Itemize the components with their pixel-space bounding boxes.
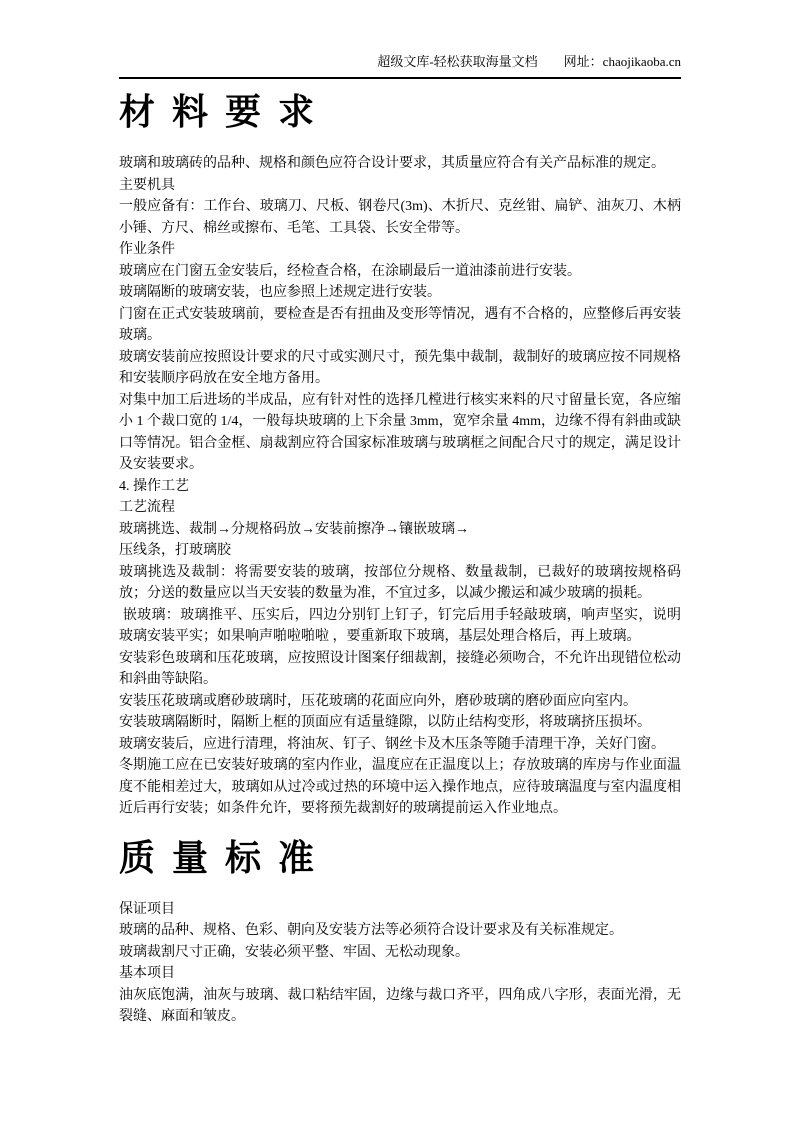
- paragraph: 作业条件: [119, 242, 175, 257]
- paragraph: 玻璃挑选及裁制：将需要安装的玻璃，按部位分规格、数量裁制，已裁好的玻璃按规格码放；分送的数量应以当天安装的数量为准，不宜过多，以减少搬运和减少玻璃的损耗。: [119, 564, 681, 601]
- paragraph: 嵌玻璃：玻璃推平、压实后，四边分别钉上钉子，钉完后用手轻敲玻璃，响声坚实，说明玻璃安装平实；如果响声啪啦啪啦 ，要重新取下玻璃，基层处理合格后，再上玻璃。: [119, 607, 682, 644]
- paragraph: 一般应备有：工作台、玻璃刀、尺板、钢卷尺(3m)、木折尺、克丝钳、扁铲、油灰刀、木柄小锤、方尺、棉丝或擦布、毛笔、工具袋、长安全带等。: [119, 199, 681, 236]
- paragraph: 玻璃裁割尺寸正确，安装必须平整、牢固、无松动现象。: [119, 944, 469, 960]
- paragraph: 保证项目: [119, 901, 175, 917]
- header-site-name: 超级文库-轻松获取海量文档: [377, 54, 538, 69]
- paragraph: 压线条，打玻璃胶: [119, 543, 231, 558]
- paragraph: 安装压花玻璃或磨砂玻璃时，压花玻璃的花面应向外，磨砂玻璃的磨砂面应向室内。: [119, 693, 637, 709]
- paragraph: 主要机具: [119, 177, 175, 193]
- paragraph: 冬期施工应在已安装好玻璃的室内作业，温度应在正温度以上；存放玻璃的库房与作业面温度不能相差过大，玻璃如从过冷或过热的环境中运入操作地点，应待玻璃温度与室内温度相近后再行安装；如条件允许，要将预先裁割好的玻璃提前运入作业地点。: [119, 758, 681, 816]
- heading-quality-standards: 质量标准: [119, 837, 332, 878]
- paragraph: 4. 操作工艺: [119, 478, 189, 494]
- paragraph: 玻璃的品种、规格、色彩、朝向及安装方法等必须符合设计要求及有关标准规定。: [119, 923, 623, 938]
- paragraph: 工艺流程: [119, 500, 175, 515]
- paragraph: 对集中加工后进场的半成品，应有针对性的选择几樘进行核实来料的尺寸留量长宽，各应缩小 1 个裁口宽的 1/4，一般每块玻璃的上下余量 3mm，宽窄余量 4mm，边缘不得有斜曲或缺口等情况。铝合金框、扇裁割应符合国家标准玻璃与玻璃框之间配合尺寸的规定，满足设计及安装要求。: [119, 392, 681, 472]
- section-material-requirements-body: [119, 153, 681, 820]
- paragraph: 基本项目: [119, 966, 175, 981]
- header-url-label: 网址：: [563, 54, 603, 69]
- section-quality-standards-body: [119, 899, 681, 1028]
- paragraph: 玻璃安装前应按照设计要求的尺寸或实测尺寸，预先集中裁制，裁制好的玻璃应按不同规格和安装顺序码放在安全地方备用。: [119, 349, 681, 386]
- paragraph: 安装玻璃隔断时，隔断上框的顶面应有适量缝隙，以防止结构变形，将玻璃挤压损坏。: [119, 715, 651, 730]
- paragraph: 玻璃应在门窗五金安装后，经检查合格，在涂刷最后一道油漆前进行安装。: [119, 263, 581, 279]
- header-url: chaojikaoba.cn: [602, 54, 681, 69]
- paragraph: 玻璃和玻璃砖的品种、规格和颜色应符合设计要求，其质量应符合有关产品标准的规定。: [119, 156, 665, 171]
- paragraph: 油灰底饱满，油灰与玻璃、裁口粘结牢固，边缘与裁口齐平，四角成八字形，表面光滑，无裂缝、麻面和皱皮。: [119, 987, 681, 1024]
- paragraph: 安装彩色玻璃和压花玻璃，应按照设计图案仔细裁割，接缝必须吻合，不允许出现错位松动和斜曲等缺陷。: [119, 650, 681, 687]
- paragraph: 门窗在正式安装玻璃前，要检查是否有扭曲及变形等情况，遇有不合格的，应整修后再安装玻璃。: [119, 306, 681, 343]
- paragraph: 玻璃挑选、裁制→分规格码放→安装前擦净→镶嵌玻璃→: [119, 521, 469, 537]
- heading-material-requirements: 材料要求: [119, 92, 332, 132]
- page-header: [119, 0, 681, 79]
- paragraph: 玻璃隔断的玻璃安装，也应参照上述规定进行安装。: [119, 285, 441, 300]
- paragraph: 玻璃安装后，应进行清理，将油灰、钉子、钢丝卡及木压条等随手清理干净，关好门窗。: [119, 736, 665, 752]
